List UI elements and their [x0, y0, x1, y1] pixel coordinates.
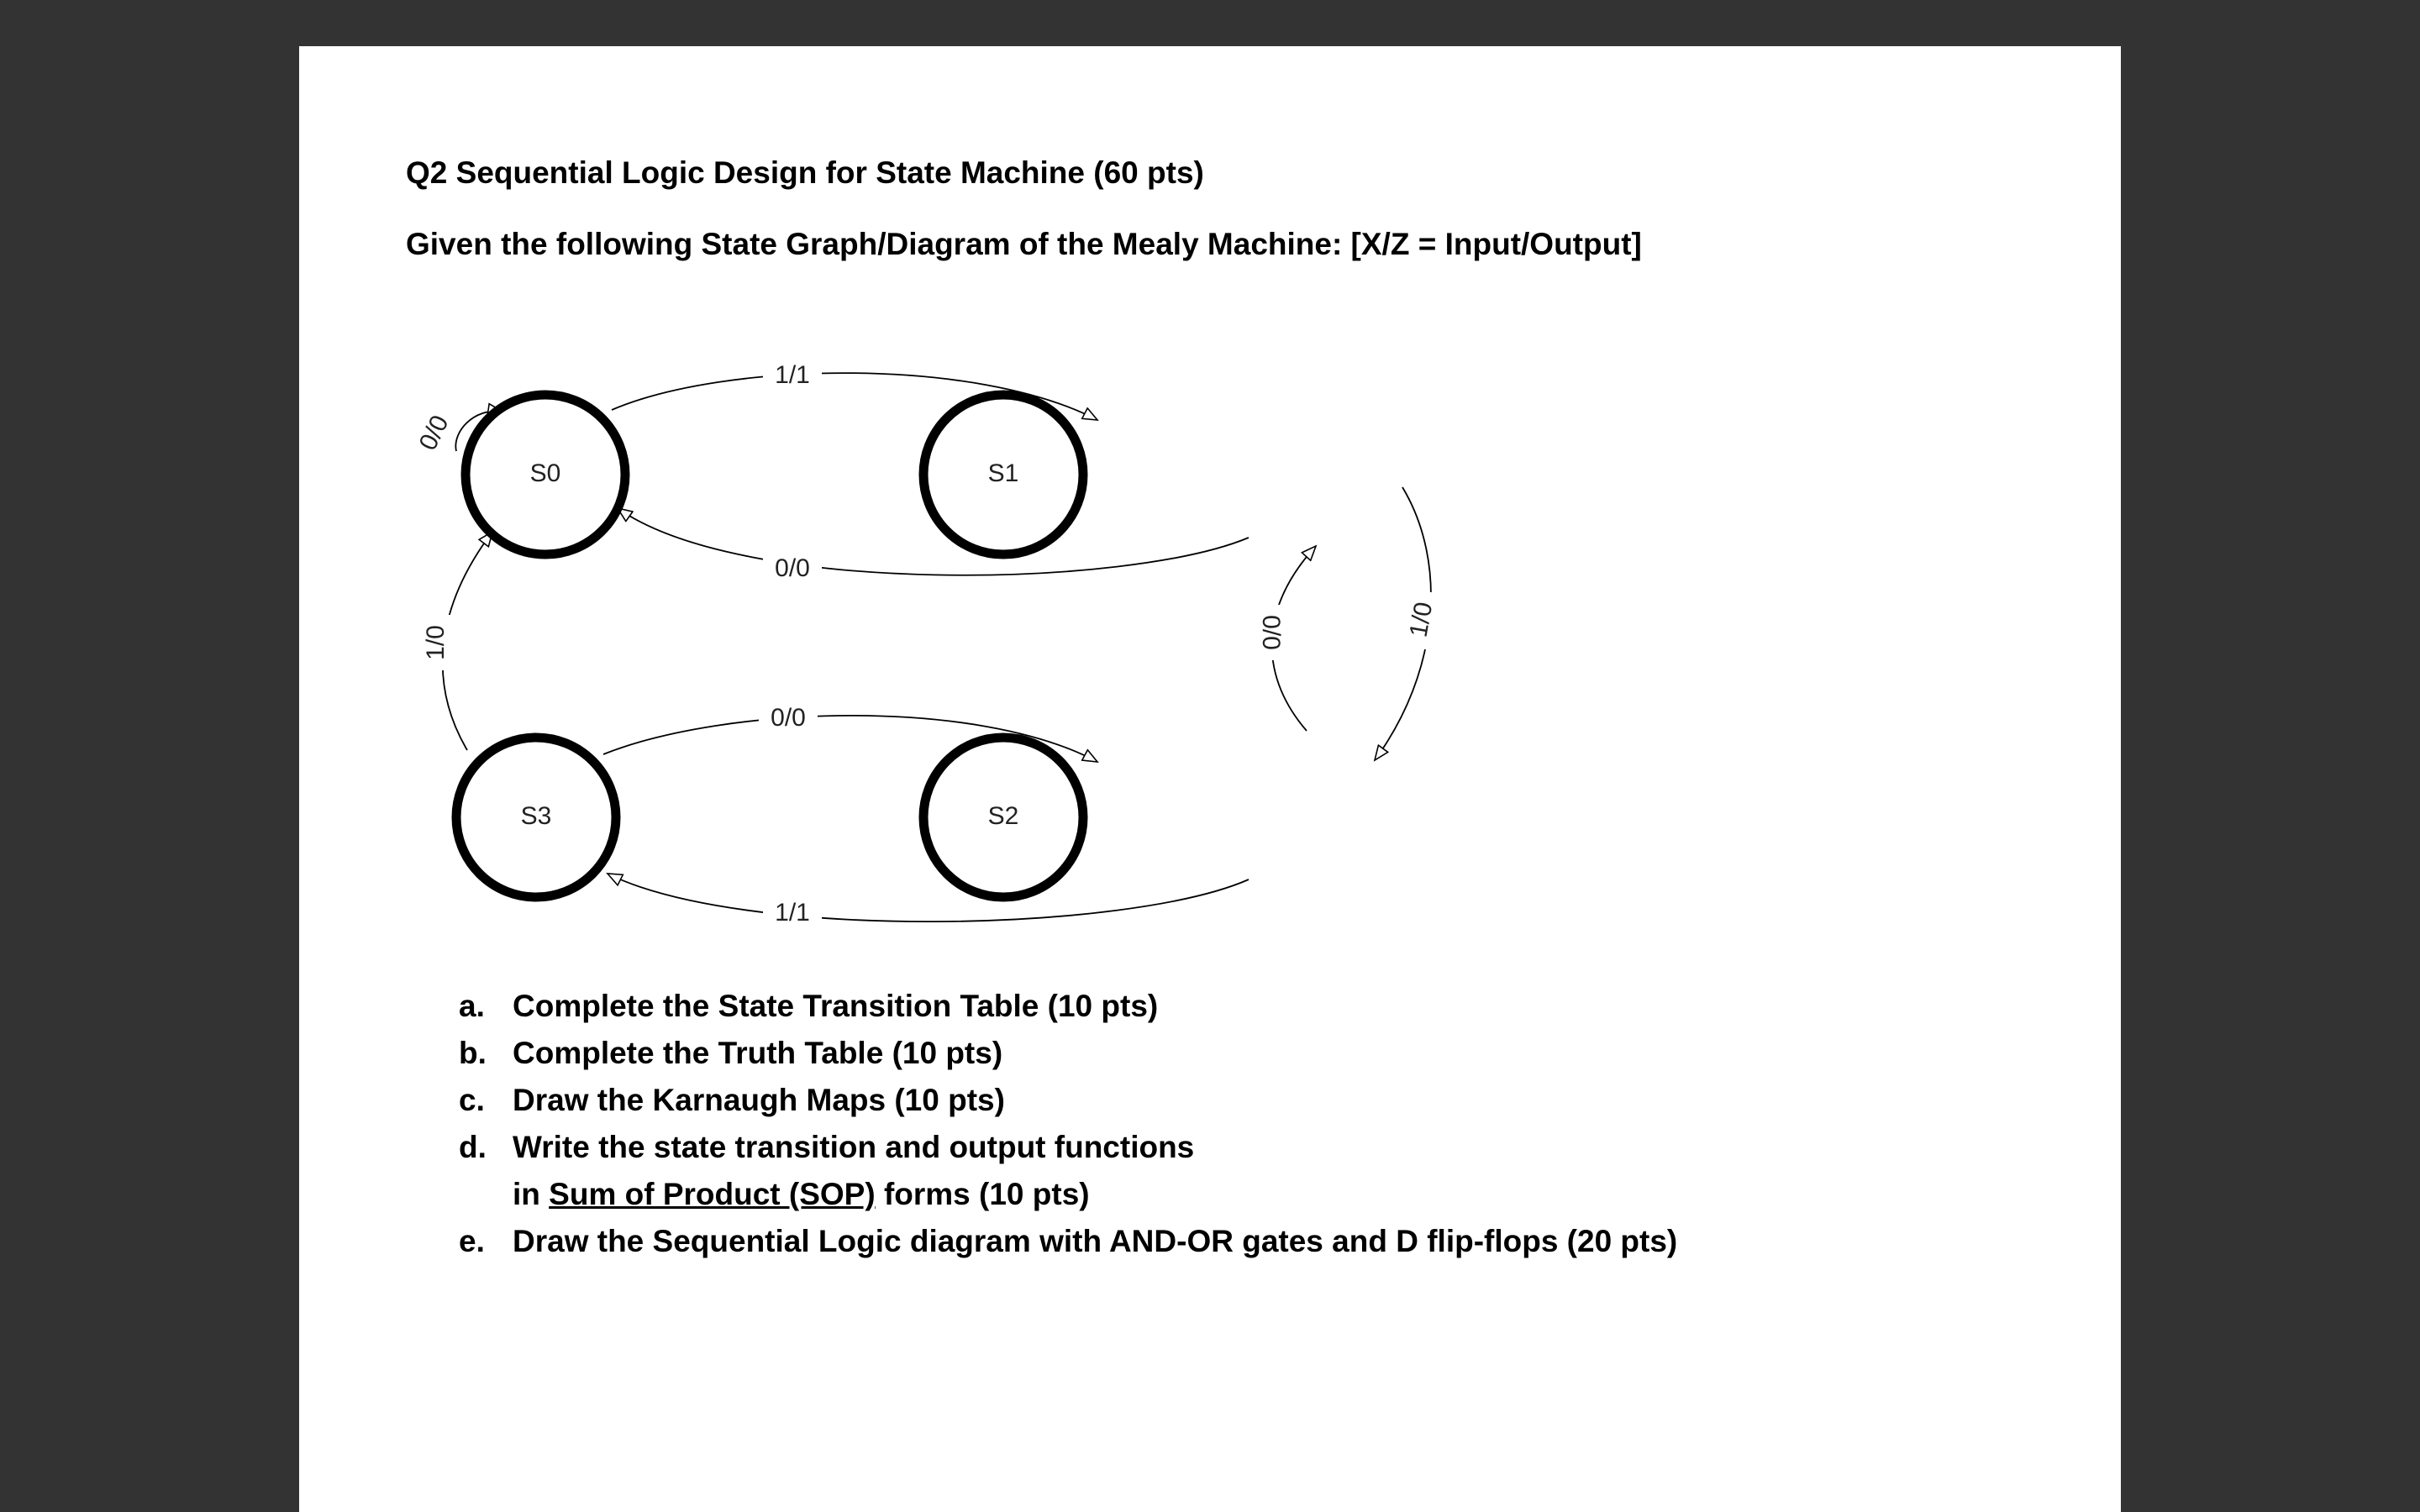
edge-label-s0-s1: 1/1 — [775, 360, 810, 389]
state-node-s2 — [923, 738, 1083, 897]
state-node-s3 — [456, 738, 616, 897]
task-item — [459, 1077, 1677, 1124]
task-marker: d. — [459, 1130, 487, 1164]
task-text: Draw the Sequential Logic diagram with AND-OR gates and D flip-flops (20 pts) — [513, 1224, 1678, 1258]
task-list — [459, 983, 1677, 1265]
state-node-s0 — [466, 395, 625, 554]
edge-label-s1-s2-left: 0/0 — [1257, 615, 1286, 650]
state-node-s1 — [923, 395, 1083, 554]
state-label-s2: S2 — [987, 801, 1019, 830]
state-label-s1: S1 — [987, 459, 1019, 487]
question-title: Q2 Sequential Logic Design for State Machine (60 pts) — [406, 155, 1204, 190]
task-marker: b. — [459, 1036, 487, 1070]
task-item — [459, 1124, 1677, 1171]
task-text: Complete the State Transition Table (10 pts) — [513, 989, 1159, 1023]
edge-label-s1-s2-right: 1/0 — [1404, 600, 1439, 640]
task-text: Write the state transition and output functions — [513, 1130, 1195, 1164]
edge-label-s3-s2: 0/0 — [771, 703, 806, 732]
edge-label-s2-s3: 1/1 — [775, 898, 810, 927]
task-item — [459, 1218, 1677, 1265]
task-item — [459, 983, 1677, 1030]
state-diagram — [406, 294, 1498, 966]
task-text-prefix: in — [513, 1177, 550, 1211]
task-text: Complete the Truth Table (10 pts) — [513, 1036, 1003, 1070]
state-label-s3: S3 — [520, 801, 552, 830]
sop-underlined-text: Sum of Product (SOP) — [549, 1177, 876, 1211]
task-item — [459, 1030, 1677, 1077]
question-given: Given the following State Graph/Diagram of the Mealy Machine: [X/Z = Input/Output] — [406, 227, 1642, 261]
task-marker: a. — [459, 989, 485, 1023]
task-text: Draw the Karnaugh Maps (10 pts) — [513, 1083, 1005, 1117]
state-label-s0: S0 — [529, 459, 561, 487]
task-marker: e. — [459, 1224, 485, 1258]
task-text-suffix: forms (10 pts) — [875, 1177, 1090, 1211]
task-item-continuation — [459, 1171, 1677, 1218]
edge-label-s1-s0: 0/0 — [775, 554, 810, 582]
edge-label-s0-self: 0/0 — [413, 411, 455, 455]
task-marker: c. — [459, 1083, 485, 1117]
edge-s2-s3 — [608, 874, 1249, 921]
edge-label-s3-s0: 1/0 — [421, 625, 450, 660]
document-page — [299, 46, 2121, 1512]
